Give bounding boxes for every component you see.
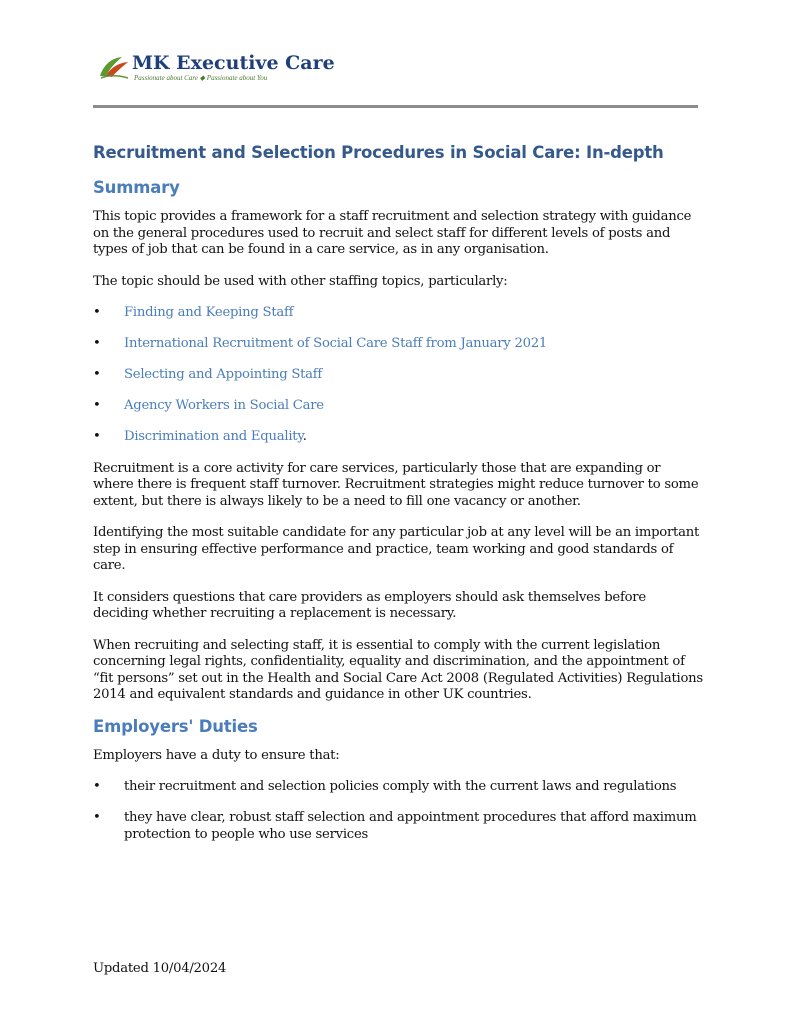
summary-paragraph-3: Recruitment is a core activity for care services, particularly those that are expanding or where there is frequent staff turnover. Recruitment strategies might reduce turnover to some extent, but there is always likely to be a need to fill one vacancy or another. xyxy=(93,460,699,509)
summary-paragraph-1: This topic provides a framework for a staff recruitment and selection strategy with guidance on the general procedures used to recruit and select staff for different levels of posts and types of job that can be found in a care service, as in any organisation. xyxy=(93,209,692,257)
list-item xyxy=(93,779,703,796)
summary-paragraph-6: When recruiting and selecting staff, it is essential to comply with the current legislation concerning legal rights, confidentiality, equality and discrimination, and the appointment of “fit persons” set out in the Health and Social Care Act 2008 (Regulated Activities) Regulations 2014 and equivalent standards and guidance in other UK countries. xyxy=(93,637,703,702)
link-selecting-appointing-staff[interactable]: Selecting and Appointing Staff xyxy=(124,367,323,382)
leaf-hands-icon xyxy=(98,54,130,80)
document-body xyxy=(93,143,703,858)
bullet: • xyxy=(93,398,101,413)
bullet: • xyxy=(93,305,101,320)
updated-date: Updated 10/04/2024 xyxy=(93,961,227,976)
list-item xyxy=(93,305,703,322)
employers-duties-heading: Employers' Duties xyxy=(93,716,258,736)
bullet: • xyxy=(93,429,101,444)
summary-paragraph-4: Identifying the most suitable candidate for any particular job at any level will be an important step in ensuring effective performance and practice, team working and good standards of care. xyxy=(93,525,700,573)
list-item xyxy=(93,367,703,384)
list-item xyxy=(93,429,703,446)
logo-title: MK Executive Care xyxy=(132,52,335,74)
bullet: • xyxy=(93,779,101,794)
bullet: • xyxy=(93,336,101,351)
list-item xyxy=(93,810,703,843)
list-item xyxy=(93,398,703,415)
link-international-recruitment[interactable]: International Recruitment of Social Care Staff from January 2021 xyxy=(124,336,548,351)
duties-intro: Employers have a duty to ensure that: xyxy=(93,747,340,763)
bullet: • xyxy=(93,810,101,825)
header-divider xyxy=(93,105,698,108)
company-logo xyxy=(98,50,348,84)
summary-paragraph-5: It considers questions that care providers as employers should ask themselves before deciding whether recruiting a replacement is necessary. xyxy=(93,589,646,621)
logo-tagline: Passionate about Care ◆ Passionate about You xyxy=(134,74,268,82)
link-discrimination-equality[interactable]: Discrimination and Equality xyxy=(124,429,303,444)
link-suffix: . xyxy=(302,429,307,444)
related-topics-list xyxy=(93,305,703,446)
summary-heading: Summary xyxy=(93,178,180,197)
summary-paragraph-2: The topic should be used with other staffing topics, particularly: xyxy=(93,273,508,289)
duty-text: they have clear, robust staff selection and appointment procedures that afford maximum protection to people who use services xyxy=(124,810,697,842)
list-item xyxy=(93,336,703,353)
duties-list xyxy=(93,779,703,843)
link-agency-workers[interactable]: Agency Workers in Social Care xyxy=(124,398,324,413)
duty-text: their recruitment and selection policies comply with the current laws and regulations xyxy=(124,779,677,794)
bullet: • xyxy=(93,367,101,382)
link-finding-keeping-staff[interactable]: Finding and Keeping Staff xyxy=(124,305,294,320)
document-title: Recruitment and Selection Procedures in Social Care: In-depth xyxy=(93,143,664,162)
